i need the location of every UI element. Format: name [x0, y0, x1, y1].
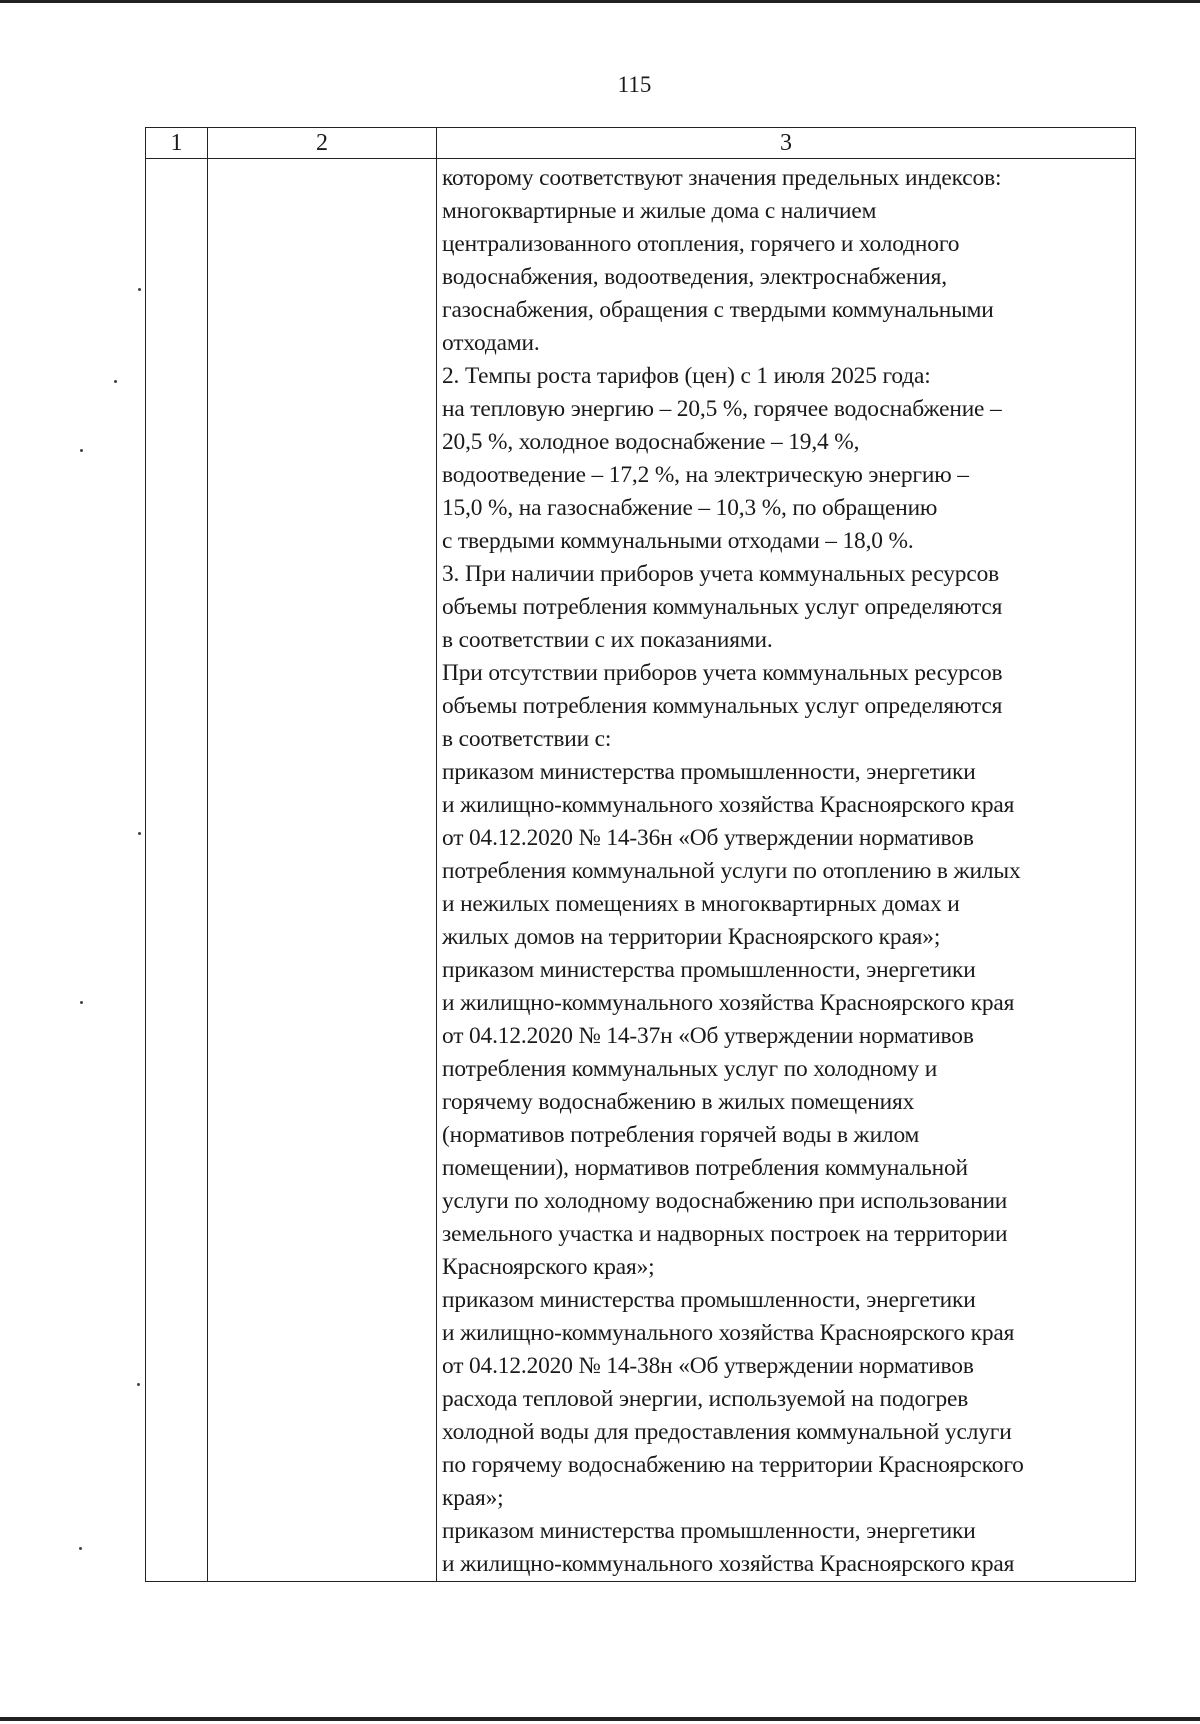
column-1-cell	[146, 159, 208, 1582]
text-line: приказом министерства промышленности, энергетики	[442, 759, 976, 785]
text-line: холодной воды для предоставления коммунальной услуги	[442, 1419, 1012, 1445]
text-line: объемы потребления коммунальных услуг определяются	[442, 594, 1003, 620]
text-line: горячему водоснабжению в жилых помещениях	[442, 1089, 915, 1115]
text-line: от 04.12.2020 № 14-37н «Об утверждении нормативов	[442, 1023, 974, 1049]
text-line: 2. Темпы роста тарифов (цен) с 1 июля 2025 года:	[442, 363, 931, 389]
document-table	[145, 127, 1136, 1582]
text-line: потребления коммунальных услуг по холодному и	[442, 1056, 938, 1082]
text-line: водоотведение – 17,2 %, на электрическую энергию –	[442, 462, 969, 488]
text-line: приказом министерства промышленности, энергетики	[442, 1287, 976, 1313]
text-line: и жилищно-коммунального хозяйства Красноярского края	[442, 1551, 1015, 1577]
text-line: по горячему водоснабжению на территории Красноярского	[442, 1452, 1024, 1478]
text-line: 3. При наличии приборов учета коммунальных ресурсов	[442, 561, 1000, 587]
text-line: Красноярского края»;	[442, 1254, 655, 1280]
scan-speck	[138, 288, 141, 291]
text-line: и жилищно-коммунального хозяйства Красноярского края	[442, 792, 1015, 818]
text-line: 20,5 %, холодное водоснабжение – 19,4 %,	[442, 429, 860, 455]
table-header-row	[146, 128, 1136, 159]
text-line: водоснабжения, водоотведения, электроснабжения,	[442, 264, 947, 290]
scan-speck	[137, 1383, 140, 1386]
text-line: в соответствии с их показаниями.	[442, 627, 773, 653]
column-3-text	[437, 159, 1135, 1581]
text-line: и жилищно-коммунального хозяйства Красноярского края	[442, 990, 1015, 1016]
text-line: помещении), нормативов потребления коммунальной	[442, 1155, 968, 1181]
scan-bottom-edge	[0, 1717, 1200, 1721]
text-line: в соответствии с:	[442, 726, 612, 752]
text-line: услуги по холодному водоснабжению при использовании	[442, 1188, 1008, 1214]
column-3-cell	[437, 159, 1136, 1582]
text-line: расхода тепловой энергии, используемой на подогрев	[442, 1386, 969, 1412]
scan-speck	[80, 1001, 83, 1004]
column-header-3: 3	[437, 128, 1136, 159]
scan-top-edge	[0, 0, 1200, 3]
column-header-1: 1	[146, 128, 208, 159]
scan-speck	[114, 380, 117, 383]
column-header-2: 2	[208, 128, 437, 159]
text-line: (нормативов потребления горячей воды в жилом	[442, 1122, 920, 1148]
text-line: При отсутствии приборов учета коммунальных ресурсов	[442, 660, 1003, 686]
text-line: земельного участка и надворных построек на территории	[442, 1221, 1008, 1247]
text-line: с твердыми коммунальными отходами – 18,0 %.	[442, 528, 914, 554]
text-line: жилых домов на территории Красноярского края»;	[442, 924, 941, 950]
page-number: 115	[617, 72, 652, 97]
text-line: и жилищно-коммунального хозяйства Красноярского края	[442, 1320, 1015, 1346]
scan-speck	[80, 449, 83, 452]
text-line: от 04.12.2020 № 14-36н «Об утверждении нормативов	[442, 825, 974, 851]
text-line: газоснабжения, обращения с твердыми коммунальными	[442, 297, 994, 323]
scan-speck	[138, 832, 141, 835]
text-line: многоквартирные и жилые дома с наличием	[442, 198, 877, 224]
table-row	[146, 159, 1136, 1582]
text-line: от 04.12.2020 № 14-38н «Об утверждении нормативов	[442, 1353, 974, 1379]
text-line: края»;	[442, 1485, 504, 1511]
text-line: приказом министерства промышленности, энергетики	[442, 1518, 976, 1544]
text-line: централизованного отопления, горячего и холодного	[442, 231, 960, 257]
text-line: и нежилых помещениях в многоквартирных домах и	[442, 891, 960, 917]
text-line: объемы потребления коммунальных услуг определяются	[442, 693, 1003, 719]
text-line: потребления коммунальной услуги по отоплению в жилых	[442, 858, 1021, 884]
text-line: 15,0 %, на газоснабжение – 10,3 %, по обращению	[442, 495, 938, 521]
scan-speck	[79, 1547, 82, 1550]
text-line: на тепловую энергию – 20,5 %, горячее водоснабжение –	[442, 396, 1002, 422]
column-2-cell	[208, 159, 437, 1582]
text-line: которому соответствуют значения предельных индексов:	[442, 165, 1002, 191]
text-line: отходами.	[442, 330, 540, 356]
text-line: приказом министерства промышленности, энергетики	[442, 957, 976, 983]
